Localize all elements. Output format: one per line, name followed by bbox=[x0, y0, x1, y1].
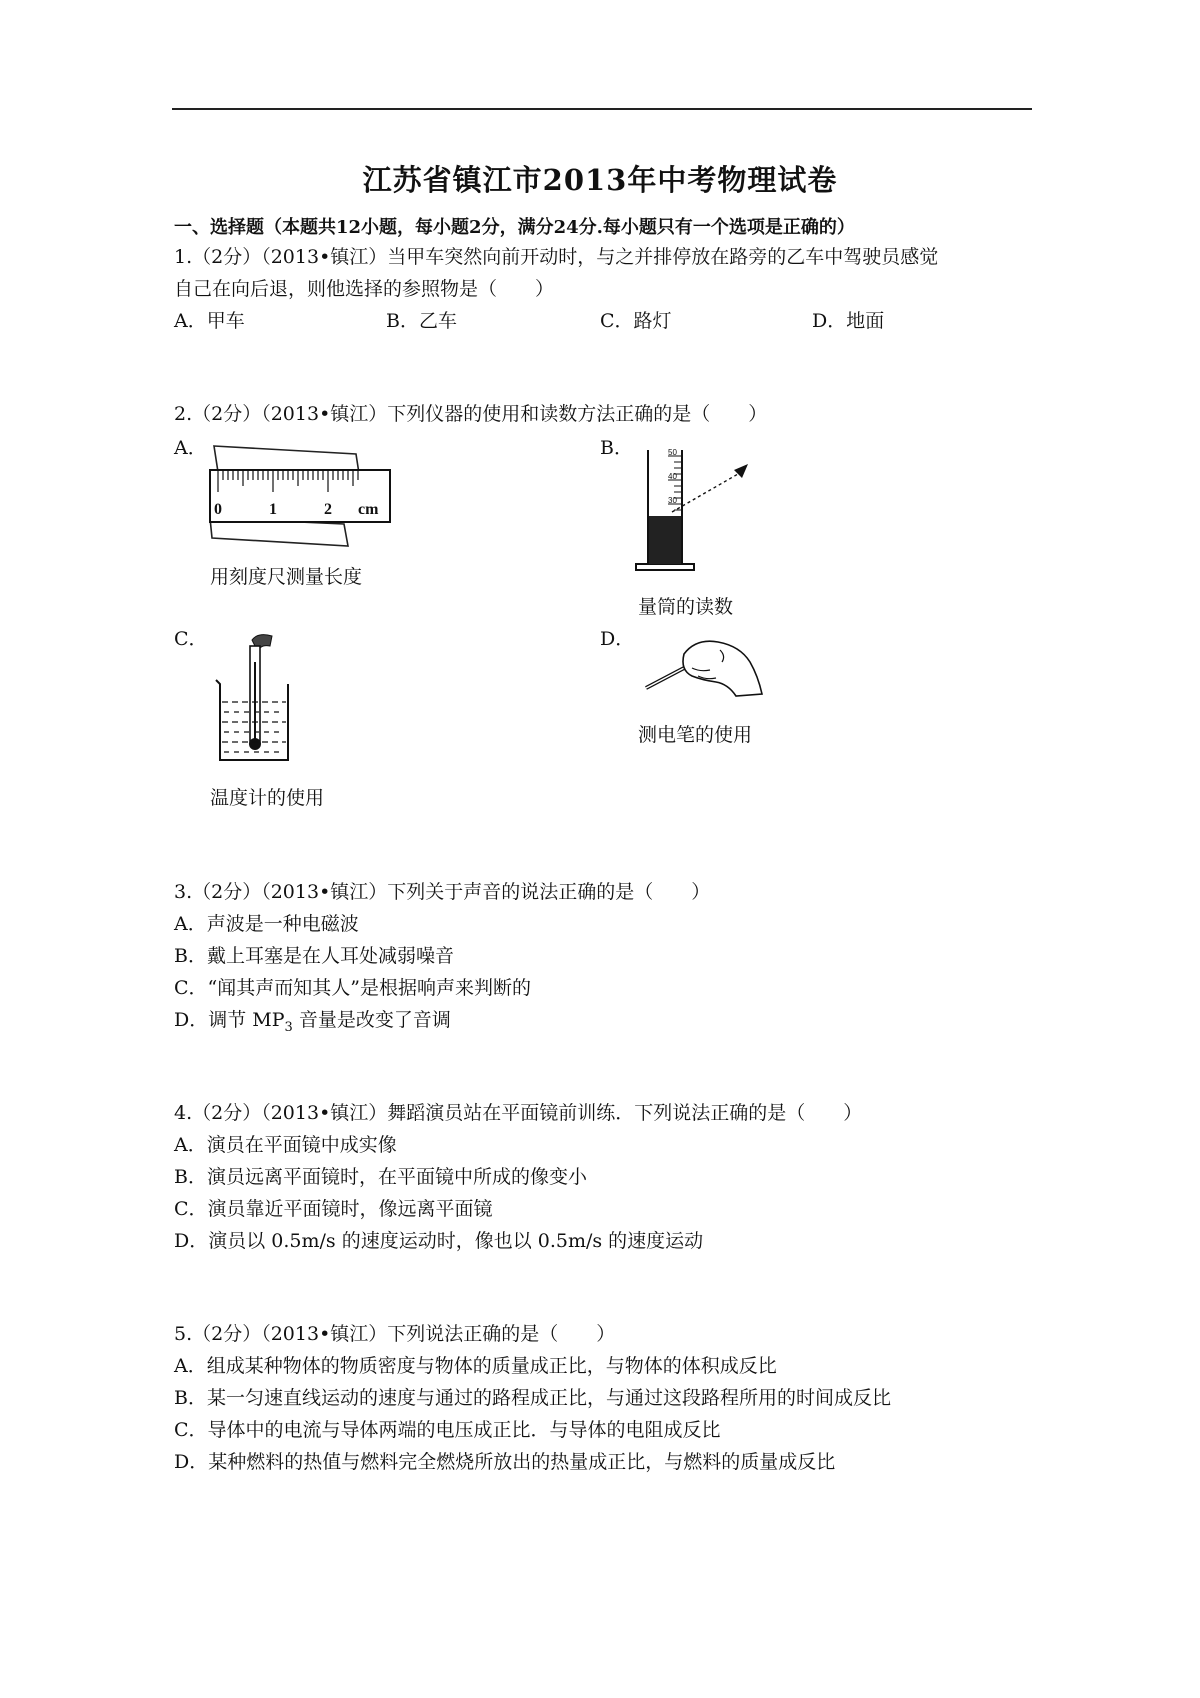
q4-stem: 4.（2分）（2013•镇江）舞蹈演员站在平面镜前训练．下列说法正确的是（ ） bbox=[174, 1102, 863, 1124]
q5-stem: 5.（2分）（2013•镇江）下列说法正确的是（ ） bbox=[174, 1323, 616, 1345]
q4-option-c: C．演员靠近平面镜时，像远离平面镜 bbox=[174, 1198, 493, 1220]
q1-option-b: B．乙车 bbox=[386, 310, 457, 332]
cylinder-label-50: 50 bbox=[668, 448, 677, 457]
q2-option-c: C． bbox=[174, 628, 208, 650]
q3-option-d bbox=[174, 1007, 451, 1041]
q1-option-a: A．甲车 bbox=[174, 310, 245, 332]
caption-cylinder: 量筒的读数 bbox=[638, 596, 734, 618]
exam-title: 江苏省镇江市2013年中考物理试卷 bbox=[362, 163, 838, 197]
q3-option-d-prefix: D．调节 MP bbox=[174, 1009, 285, 1031]
q1-option-d: D．地面 bbox=[812, 310, 885, 332]
cylinder-base bbox=[636, 564, 694, 570]
cylinder-liquid bbox=[649, 516, 681, 564]
q3-stem: 3.（2分）（2013•镇江）下列关于声音的说法正确的是（ ） bbox=[174, 881, 711, 903]
caption-thermometer: 温度计的使用 bbox=[210, 787, 325, 809]
thermometer-beaker-figure bbox=[212, 632, 296, 768]
header-rule bbox=[172, 108, 1032, 110]
section-heading: 一、选择题（本题共12小题，每小题2分，满分24分.每小题只有一个选项是正确的） bbox=[174, 217, 855, 238]
q2-stem: 2.（2分）（2013•镇江）下列仪器的使用和读数方法正确的是（ ） bbox=[174, 403, 768, 425]
q1-stem-line1: 1.（2分）（2013•镇江）当甲车突然向前开动时，与之并排停放在路旁的乙车中驾驶员感觉 bbox=[174, 246, 939, 268]
ruler-label-2: 2 bbox=[324, 501, 332, 518]
cylinder-label-40: 40 bbox=[668, 472, 677, 481]
q2-option-b: B． bbox=[600, 437, 633, 459]
ruler-figure bbox=[208, 440, 396, 552]
caption-ruler: 用刻度尺测量长度 bbox=[210, 566, 363, 588]
q4-option-b: B．演员远离平面镜时，在平面镜中所成的像变小 bbox=[174, 1166, 587, 1188]
q5-option-b: B．某一匀速直线运动的速度与通过的路程成正比，与通过这段路程所用的时间成反比 bbox=[174, 1387, 891, 1409]
q4-option-a: A．演员在平面镜中成实像 bbox=[174, 1134, 397, 1156]
cylinder-label-30: 30 bbox=[668, 496, 677, 505]
thermometer-bulb bbox=[249, 738, 261, 750]
q5-option-a: A．组成某种物体的物质密度与物体的质量成正比，与物体的体积成反比 bbox=[174, 1355, 777, 1377]
q2-option-d: D． bbox=[600, 628, 635, 650]
q3-option-c: C．“闻其声而知其人”是根据响声来判断的 bbox=[174, 977, 531, 999]
ruler-label-cm: cm bbox=[358, 501, 379, 518]
caption-test-pen: 测电笔的使用 bbox=[638, 724, 753, 746]
ruler-label-1: 1 bbox=[269, 501, 277, 518]
q5-option-c: C．导体中的电流与导体两端的电压成正比．与导体的电阻成反比 bbox=[174, 1419, 721, 1441]
q4-option-d: D．演员以 0.5m/s 的速度运动时，像也以 0.5m/s 的速度运动 bbox=[174, 1230, 704, 1252]
q3-option-b: B．戴上耳塞是在人耳处减弱噪音 bbox=[174, 945, 454, 967]
q2-option-a: A． bbox=[174, 437, 207, 459]
ruler-label-0: 0 bbox=[214, 501, 222, 518]
graduated-cylinder-figure bbox=[634, 446, 758, 574]
q3-option-d-subscript: 3 bbox=[284, 1019, 293, 1035]
q3-option-d-suffix: 音量是改变了音调 bbox=[292, 1009, 451, 1031]
q5-option-d: D．某种燃料的热值与燃料完全燃烧所放出的热量成正比，与燃料的质量成反比 bbox=[174, 1451, 836, 1473]
test-pen-figure bbox=[640, 632, 766, 708]
q1-stem-line2: 自己在向后退，则他选择的参照物是（ ） bbox=[174, 278, 555, 300]
q1-option-c: C．路灯 bbox=[600, 310, 672, 332]
q3-option-a: A．声波是一种电磁波 bbox=[174, 913, 359, 935]
